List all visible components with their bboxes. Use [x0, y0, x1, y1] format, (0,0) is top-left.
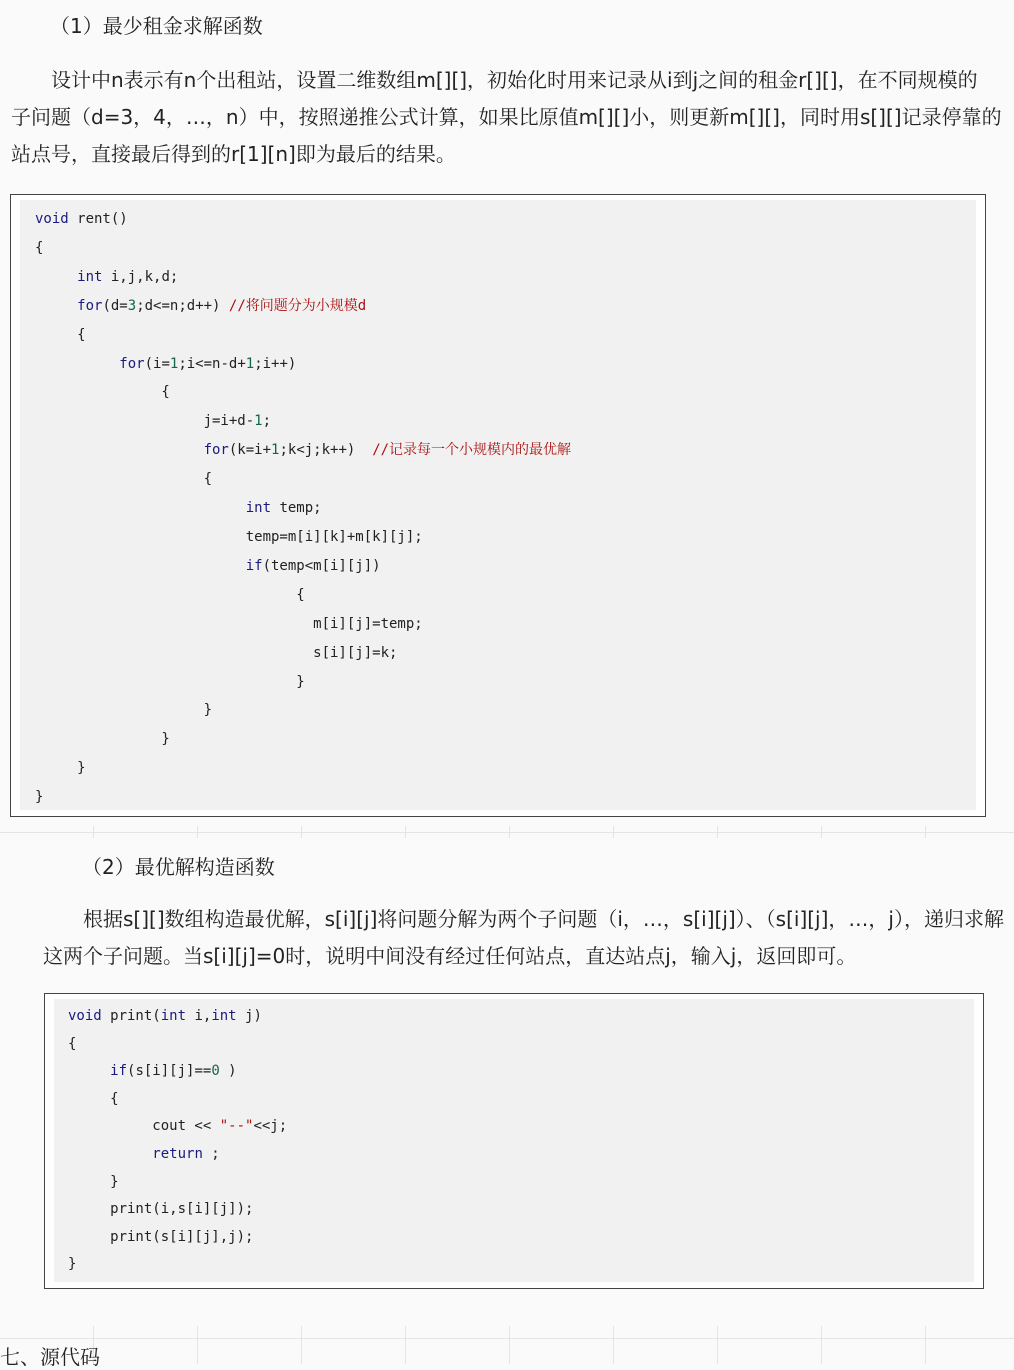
- section2-para-line2: 这两个子问题。当s[i][j]=0时，说明中间没有经过任何站点，直达站点j，输入j，返回即可。: [43, 944, 857, 968]
- code-line: j=i+d-1;: [35, 413, 272, 430]
- grid-line: [821, 826, 822, 838]
- code-line: }: [35, 702, 213, 719]
- code-line: for(d=3;d<=n;d++) //将问题分为小规模d: [77, 297, 367, 314]
- code-line: m[i][j]=temp;: [35, 615, 423, 632]
- code-line: s[i][j]=k;: [35, 644, 398, 661]
- code-text-print: [68, 1003, 287, 1279]
- code-line: if(temp<m[i][j]): [245, 557, 381, 574]
- grid-line: [613, 826, 614, 838]
- code-line: {: [35, 586, 305, 603]
- code-line: }: [35, 789, 44, 806]
- grid-line: [405, 826, 406, 838]
- code-line: print(s[i][j],j);: [68, 1228, 254, 1245]
- section1-heading: （1）最少租金求解函数: [50, 14, 263, 38]
- section2-para-line1: 根据s[][]数组构造最优解，s[i][j]将问题分解为两个子问题（i，…，s[i][j]）、（s[i][j]，…，j），递归求解: [83, 907, 1004, 931]
- code-block-rent: [10, 194, 986, 817]
- code-line: cout << "--"<<j;: [68, 1118, 288, 1135]
- grid-line: [925, 1326, 926, 1364]
- grid-line: [717, 826, 718, 838]
- code-line: {: [68, 1090, 119, 1107]
- grid-line: [821, 1326, 822, 1364]
- code-line: {: [35, 471, 213, 488]
- code-line: {: [68, 1035, 77, 1052]
- code-line: int temp;: [245, 500, 322, 517]
- grid-line: [717, 1326, 718, 1364]
- code-line: }: [68, 1256, 77, 1273]
- code-line: {: [35, 384, 170, 401]
- section1-para-line3: 站点号，直接最后得到的r[1][n]即为最后的结果。: [11, 142, 456, 166]
- code-block-print: [44, 993, 984, 1289]
- code-line: temp=m[i][k]+m[k][j];: [35, 528, 423, 545]
- code-line: }: [35, 673, 305, 690]
- code-line: for(k=i+1;k<j;k++) //记录每一个小规模内的最优解: [203, 442, 572, 459]
- code-line: }: [35, 760, 86, 777]
- code-line: void print(int i,int j): [68, 1008, 262, 1024]
- code-line: int i,j,k,d;: [77, 268, 179, 285]
- grid-line: [197, 1326, 198, 1364]
- section1-para-line1: 设计中n表示有n个出租站，设置二维数组m[][]，初始化时用来记录从i到j之间的租金r[][]，在不同规模的: [51, 68, 978, 92]
- code-text-rent: [35, 205, 571, 812]
- section1-paragraph: [11, 62, 1001, 173]
- grid-line: [301, 1326, 302, 1364]
- code-line: if(s[i][j]==0 ): [110, 1063, 237, 1080]
- grid-line: [197, 826, 198, 838]
- grid-line: [0, 832, 1014, 833]
- grid-line: [509, 1326, 510, 1364]
- section1-para-line2: 子问题（d=3，4，…，n）中，按照递推公式计算，如果比原值m[][]小，则更新m[][]，同时用s[][]记录停靠的: [11, 105, 1002, 129]
- grid-line: [925, 826, 926, 838]
- footer-heading: 七、源代码: [0, 1345, 100, 1369]
- grid-line: [405, 1326, 406, 1364]
- section2-heading: （2）最优解构造函数: [82, 855, 275, 879]
- grid-line: [301, 826, 302, 838]
- code-line: return ;: [152, 1145, 220, 1162]
- code-line: }: [68, 1173, 119, 1190]
- code-line: for(i=1;i<=n-d+1;i++): [119, 355, 297, 372]
- section2-paragraph: [43, 901, 1003, 975]
- grid-line: [509, 826, 510, 838]
- code-line: void rent(): [35, 211, 128, 227]
- grid-line: [613, 1326, 614, 1364]
- code-line: {: [35, 239, 44, 256]
- code-line: print(i,s[i][j]);: [68, 1201, 254, 1218]
- grid-line: [0, 1338, 1014, 1339]
- grid-line: [93, 826, 94, 838]
- code-line: }: [35, 731, 170, 748]
- code-line: {: [35, 326, 86, 343]
